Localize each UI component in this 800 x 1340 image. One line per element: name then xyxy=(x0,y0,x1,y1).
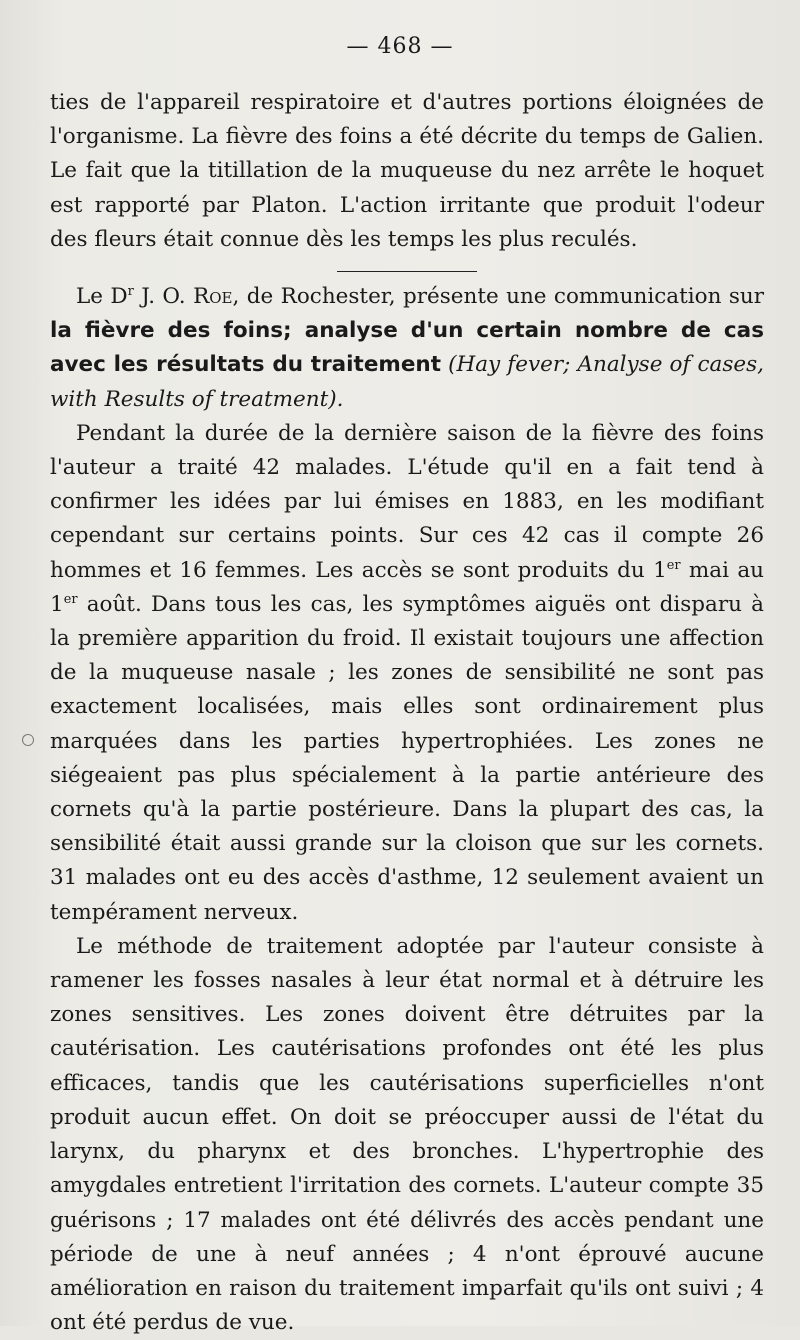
results-part1: Pendant la durée de la dernière saison de la fièvre des foins l'auteur a traité 42 malades. L'étude qu'il en a fait tend à confirmer les idées par lui émises en 1883, en les modifiant cependant sur certains points. Sur ces 42 cas il compte 26 hommes et 16 femmes. Les accès se sont produits du 1 xyxy=(50,420,764,583)
communication-title: la fièvre des foins; analyse d'un certain nombre de cas avec les résultats du traitement xyxy=(50,318,764,378)
results-part2: mai au 1 xyxy=(50,557,764,617)
results-sup1: er xyxy=(666,557,681,573)
intro-before: Le D xyxy=(76,284,128,310)
section-divider xyxy=(337,271,477,272)
results-sup2: er xyxy=(63,591,78,607)
author-name: Roe xyxy=(193,284,233,310)
page-number: — 468 — xyxy=(346,34,454,59)
body-text xyxy=(50,86,764,1340)
results-part3: août. Dans tous les cas, les symptômes aiguës ont disparu à la première apparition du froid. Il existait toujours une affection de la muqueuse nasale ; les zones de sensibilité ne sont pas exactement localisées, mais elles sont ordinairement plus marquées dans les parties hypertrophiées. Les zones ne siégeaient pas plus spécialement à la partie antérieure des cornets qu'à la partie postérieure. Dans la plupart des cas, la sensibilité était aussi grande sur la cloison que sur les cornets. 31 malades ont eu des accès d'asthme, 12 seulement avaient un tempérament nerveux. xyxy=(50,591,764,925)
intro-initials: J. O. xyxy=(133,284,194,310)
intro-sup: r xyxy=(127,283,134,299)
intro-after: , de Rochester, présente une communication sur xyxy=(232,284,764,310)
paragraph-continuation: ties de l'appareil respiratoire et d'autres portions éloignées de l'organisme. La fièvre des foins a été décrite du temps de Galien. Le fait que la titillation de la muqueuse du nez arrête le hoquet est rapporté par Platon. L'action irritante que produit l'odeur des fleurs était connue dès les temps les plus reculés. xyxy=(50,90,764,252)
paragraph-results xyxy=(50,417,764,930)
paragraph-treatment: Le méthode de traitement adoptée par l'auteur consiste à ramener les fosses nasales à leur état normal et à détruire les zones sensitives. Les zones doivent être détruites par la cautérisation. Les cautérisations profondes ont été les plus efficaces, tandis que les cautérisations superficielles n'ont produit aucun effet. On doit se préoccuper aussi de l'état du larynx, du pharynx et des bronches. L'hypertrophie des amygdales entretient l'irritation des cornets. L'auteur compte 35 guérisons ; 17 malades ont été délivrés des accès pendant une période de une à neuf années ; 4 n'ont éprouvé aucune amélioration en raison du traitement imparfait qu'ils ont suivi ; 4 ont été perdus de vue. xyxy=(50,933,764,1336)
margin-mark-icon xyxy=(20,732,35,747)
communication-title-english: (Hay fever; Analyse of cases, with Results of treatment). xyxy=(50,352,764,412)
paragraph-communication xyxy=(50,280,764,417)
